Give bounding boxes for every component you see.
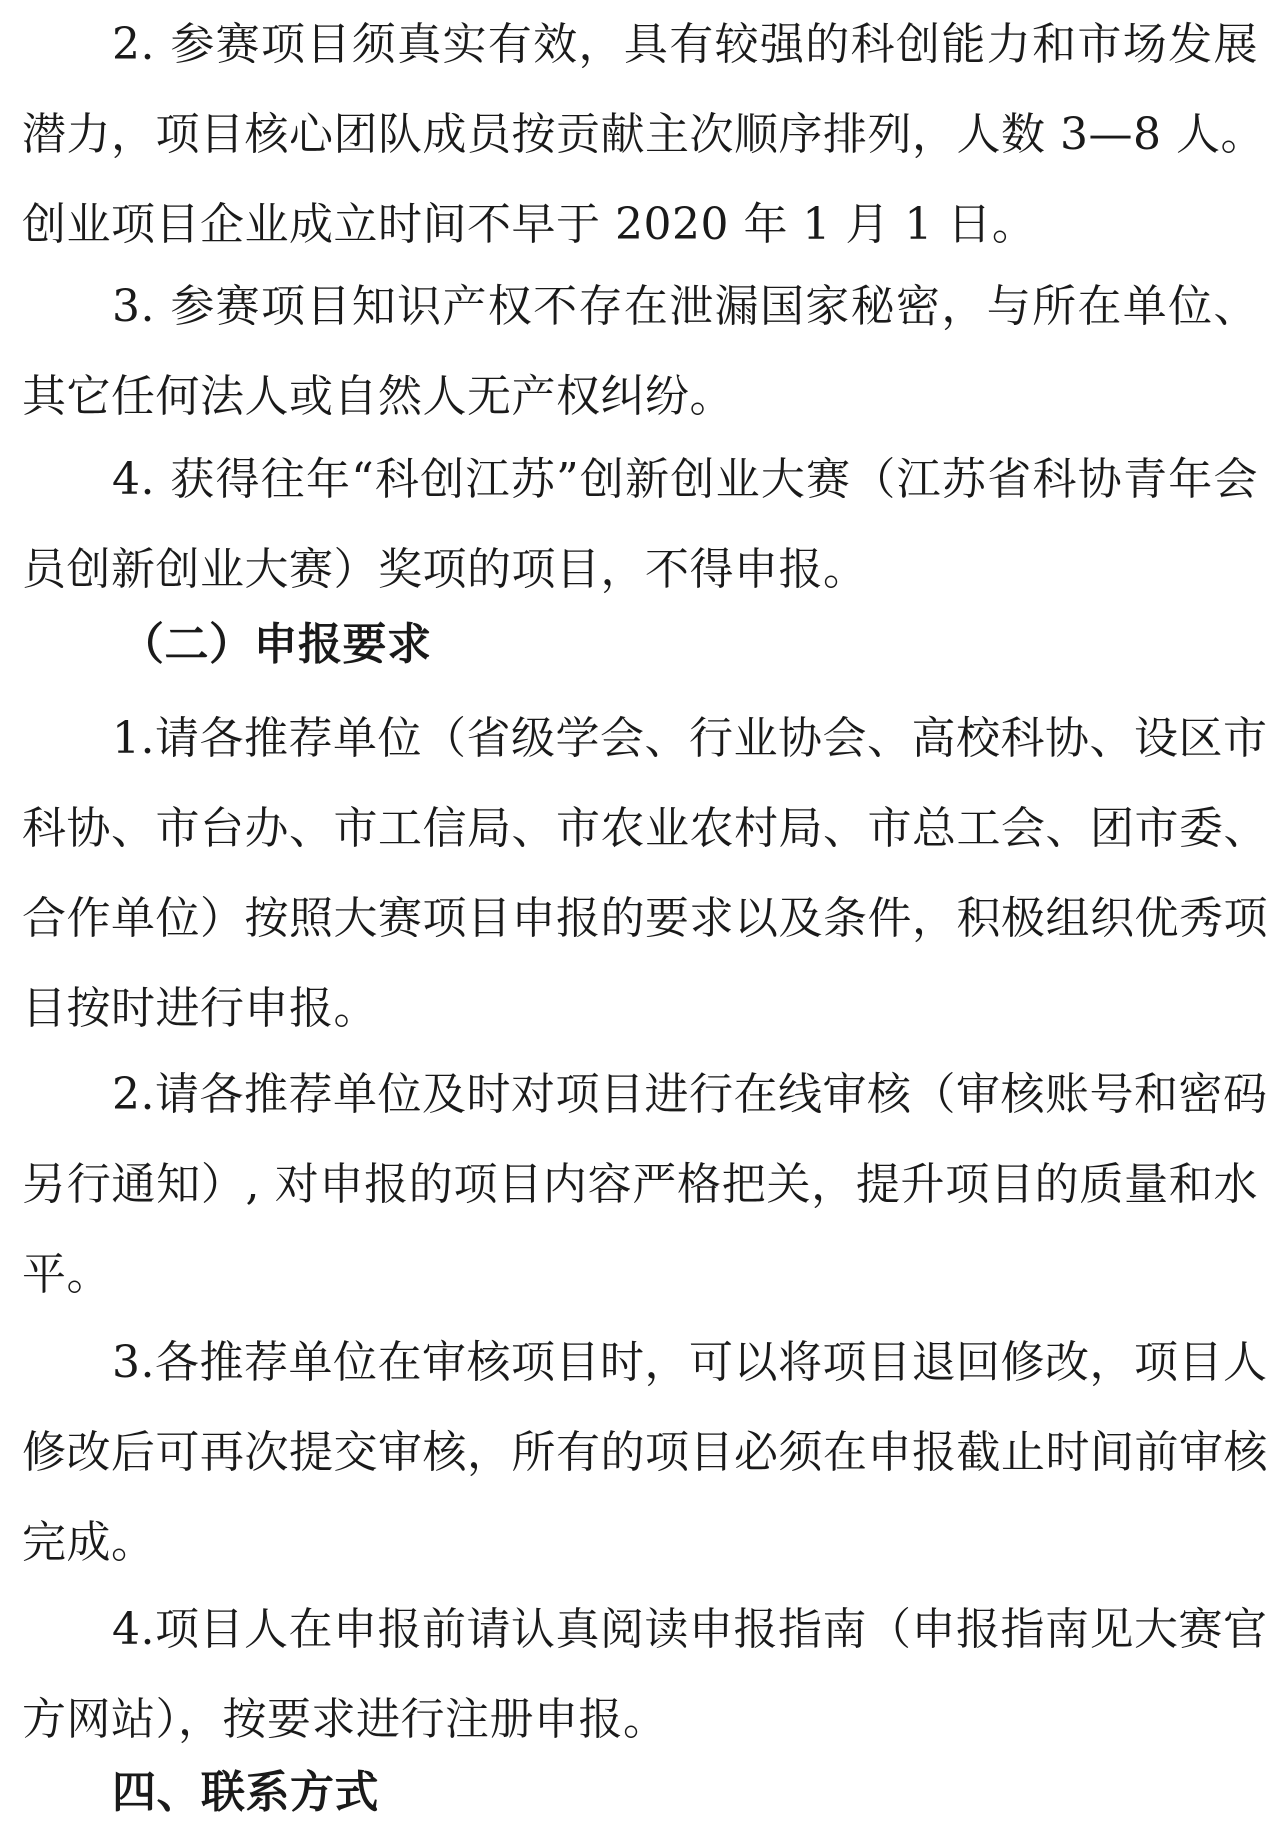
text-line: 完成。 — [22, 1517, 156, 1568]
text-line: 其它任何法人或自然人无产权纠纷。 — [22, 371, 734, 422]
paragraph-item-2 — [22, 0, 1265, 270]
text-line: 4.项目人在申报前请认真阅读申报指南（申报指南见大赛官 — [112, 1604, 1268, 1655]
paragraph-requirement-2 — [22, 1050, 1268, 1320]
text-line: 3. 参赛项目知识产权不存在泄漏国家秘密，与所在单位、 — [112, 281, 1258, 332]
paragraph-requirement-1 — [22, 694, 1268, 1054]
text-line: 潜力，项目核心团队成员按贡献主次顺序排列，人数 3—8 人。 — [22, 109, 1265, 160]
text-line: 科协、市台办、市工信局、市农业农村局、市总工会、团市委、 — [22, 803, 1268, 854]
text-line: 方网站），按要求进行注册申报。 — [22, 1694, 668, 1745]
paragraph-requirement-4 — [22, 1585, 1268, 1765]
paragraph-item-3 — [22, 262, 1258, 442]
text-line: 平。 — [22, 1249, 111, 1300]
text-line: 2. 参赛项目须真实有效，具有较强的科创能力和市场发展 — [112, 19, 1258, 70]
text-line: 3.各推荐单位在审核项目时，可以将项目退回修改，项目人 — [112, 1337, 1268, 1388]
section-title: 四、联系方式 — [112, 1767, 379, 1818]
paragraph-requirement-3 — [22, 1318, 1268, 1588]
text-line: 创业项目企业成立时间不早于 2020 年 1 月 1 日。 — [22, 199, 1037, 250]
section-heading-contact — [22, 1748, 1258, 1838]
text-line: 合作单位）按照大赛项目申报的要求以及条件，积极组织优秀项 — [22, 893, 1268, 944]
text-line: 另行通知）, 对申报的项目内容严格把关，提升项目的质量和水 — [22, 1159, 1258, 1210]
text-line: 员创新创业大赛）奖项的项目，不得申报。 — [22, 544, 868, 595]
text-line: 4. 获得往年“科创江苏”创新创业大赛（江苏省科协青年会 — [112, 454, 1258, 505]
text-line: 1.请各推荐单位（省级学会、行业协会、高校科协、设区市 — [112, 713, 1268, 764]
section-heading-requirements — [22, 600, 1258, 690]
text-line: 目按时进行申报。 — [22, 983, 378, 1034]
section-title: （二）申报要求 — [120, 619, 432, 670]
paragraph-item-4 — [22, 435, 1258, 615]
text-line: 2.请各推荐单位及时对项目进行在线审核（审核账号和密码 — [112, 1069, 1268, 1120]
text-line: 修改后可再次提交审核，所有的项目必须在申报截止时间前审核 — [22, 1427, 1268, 1478]
